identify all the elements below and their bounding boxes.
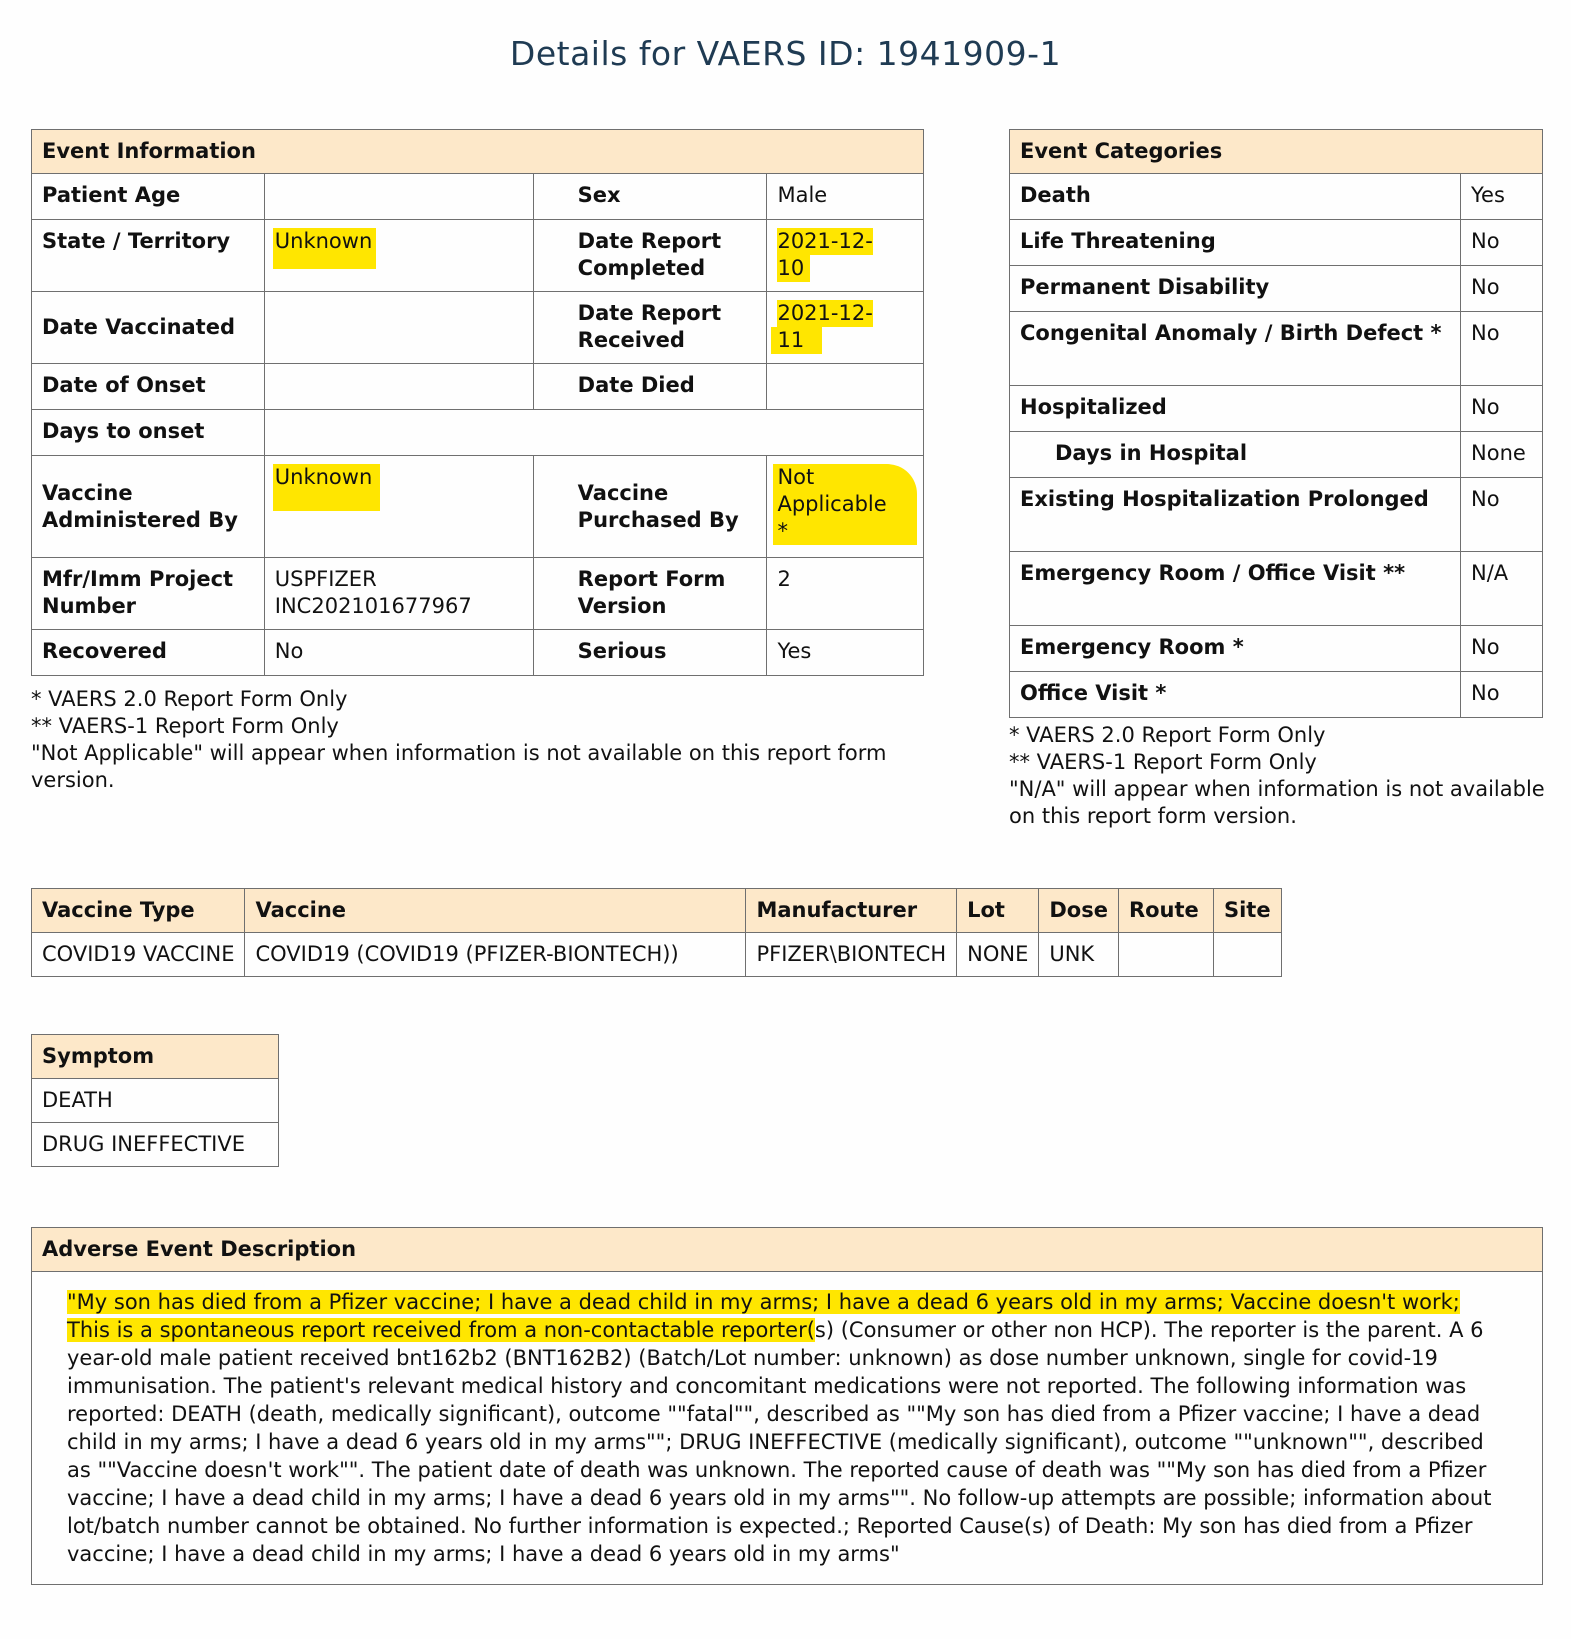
category-value: No [1461,312,1543,386]
table-row [32,1123,279,1167]
category-label: Congenital Anomaly / Birth Defect * [1010,312,1461,386]
column-header-dose: Dose [1039,889,1119,933]
description-header: Adverse Event Description [32,1228,1543,1272]
category-value: Yes [1461,174,1543,220]
vaccine-purchased-by-value: Not Applicable * [773,464,917,545]
manufacturer-cell: PFIZER\BIONTECH [746,933,957,977]
report-form-version-value: 2 [767,558,924,630]
category-value: None [1461,432,1543,478]
date-died-value [767,364,924,410]
vaccine-administered-by-value: Unknown [273,464,380,511]
vaccine-purchased-by-label: Vaccine Purchased By [533,456,767,558]
category-label: Death [1010,174,1461,220]
vaccine-cell: COVID19 (COVID19 (PFIZER-BIONTECH)) [245,933,746,977]
category-value: No [1461,220,1543,266]
date-vaccinated-value [264,292,533,364]
category-row [1010,478,1543,552]
date-report-received-value-1: 2021-12- [777,301,873,325]
note-line: "N/A" will appear when information is not available on this report form version. [1009,777,1545,828]
category-label: Emergency Room * [1010,626,1461,672]
site-cell [1213,933,1281,977]
description-highlighted-text: "My son has died from a Pfizer vaccine; I have a dead child in my arms; I have a dead 6 years old in my arms; Vaccine doesn't work; This is a spontaneous report received from a non-contactable reporter( [67,1290,1460,1342]
category-row [1010,174,1543,220]
date-report-completed-label: Date Report Completed [533,220,767,292]
sex-label: Sex [533,174,767,220]
category-value: N/A [1461,552,1543,626]
table-row [32,1079,279,1123]
category-value: No [1461,266,1543,312]
adverse-event-description-table [31,1227,1543,1585]
date-report-received-value-2: 11 [771,327,822,354]
category-label: Hospitalized [1010,386,1461,432]
symptom-table [31,1034,279,1167]
category-value: No [1461,478,1543,552]
patient-age-label: Patient Age [32,174,265,220]
dose-cell: UNK [1039,933,1119,977]
symptom-item: DEATH [32,1079,279,1123]
event-categories-notes [1009,722,1549,830]
category-row [1010,220,1543,266]
category-row [1010,312,1543,386]
column-header-vaccine-type: Vaccine Type [32,889,245,933]
sex-value: Male [767,174,924,220]
category-row [1010,432,1543,478]
vaccine-type-cell: COVID19 VACCINE [32,933,245,977]
symptom-header: Symptom [32,1035,279,1079]
patient-age-value [264,174,533,220]
category-value: No [1461,386,1543,432]
column-header-vaccine: Vaccine [245,889,746,933]
mfr-project-number-label: Mfr/Imm Project Number [32,558,265,630]
note-line: ** VAERS-1 Report Form Only [31,714,339,738]
serious-label: Serious [533,630,767,676]
mfr-project-number-value: USPFIZER INC202101677967 [264,558,533,630]
category-row [1010,386,1543,432]
column-header-lot: Lot [957,889,1039,933]
category-label: Emergency Room / Office Visit ** [1010,552,1461,626]
column-header-manufacturer: Manufacturer [746,889,957,933]
event-information-table [31,129,924,676]
route-cell [1118,933,1213,977]
event-information-header: Event Information [32,130,924,174]
column-header-site: Site [1213,889,1281,933]
event-categories-table [1009,129,1543,718]
note-line: * VAERS 2.0 Report Form Only [31,687,348,711]
category-label: Existing Hospitalization Prolonged [1010,478,1461,552]
note-line: * VAERS 2.0 Report Form Only [1009,723,1326,747]
recovered-value: No [264,630,533,676]
category-label: Days in Hospital [1010,432,1461,478]
date-died-label: Date Died [533,364,767,410]
category-row [1010,626,1543,672]
recovered-label: Recovered [32,630,265,676]
category-row [1010,266,1543,312]
date-report-received-label: Date Report Received [533,292,767,364]
category-label: Permanent Disability [1010,266,1461,312]
description-rest-text: s) (Consumer or other non HCP). The reporter is the parent. A 6 year-old male patient received bnt162b2 (BNT162B2) (Batch/Lot number: unknown) as dose number unknown, single for covid-19 immunisation. The patient's relevant medical history and concomitant medications were not reported. The following information was reported: DEATH (death, medically significant), outcome ""fatal"", described as ""My son has died from a Pfizer vaccine; I have a dead child in my arms; I have a dead 6 years old in my arms""; DRUG INEFFECTIVE (medically significant), outcome ""unknown"", described as ""Vaccine doesn't work"". The patient date of death was unknown. The reported cause of death was ""My son has died from a Pfizer vaccine; I have a dead child in my arms; I have a dead 6 years old in my arms"". No follow-up attempts are possible; information about lot/batch number cannot be obtained. No further information is expected.; Reported Cause(s) of Death: My son has died from a Pfizer vaccine; I have a dead child in my arms; I have a dead 6 years old in my arms" [67,1318,1492,1566]
event-categories-header: Event Categories [1010,130,1543,174]
category-value: No [1461,672,1543,718]
report-form-version-label: Report Form Version [533,558,767,630]
event-information-notes [31,686,931,794]
category-value: No [1461,626,1543,672]
lot-cell: NONE [957,933,1039,977]
column-header-route: Route [1118,889,1213,933]
category-row [1010,672,1543,718]
date-vaccinated-label: Date Vaccinated [32,292,265,364]
category-label: Office Visit * [1010,672,1461,718]
days-to-onset-label: Days to onset [32,410,265,456]
description-text [32,1272,1543,1585]
date-report-completed-value-2: 10 [777,255,810,282]
note-line: "Not Applicable" will appear when information is not available on this report form version. [31,741,887,792]
days-to-onset-value [264,410,923,456]
state-value: Unknown [273,228,376,269]
date-report-completed-value-1: 2021-12- [777,229,873,253]
category-label: Life Threatening [1010,220,1461,266]
serious-value: Yes [767,630,924,676]
vaccine-table [31,888,1282,977]
symptom-item: DRUG INEFFECTIVE [32,1123,279,1167]
vaccine-administered-by-label: Vaccine Administered By [32,456,265,558]
table-row [32,933,1282,977]
category-row [1010,552,1543,626]
date-of-onset-label: Date of Onset [32,364,265,410]
note-line: ** VAERS-1 Report Form Only [1009,750,1317,774]
page-title: Details for VAERS ID: 1941909-1 [509,34,1062,73]
state-label: State / Territory [32,220,265,292]
date-of-onset-value [264,364,533,410]
